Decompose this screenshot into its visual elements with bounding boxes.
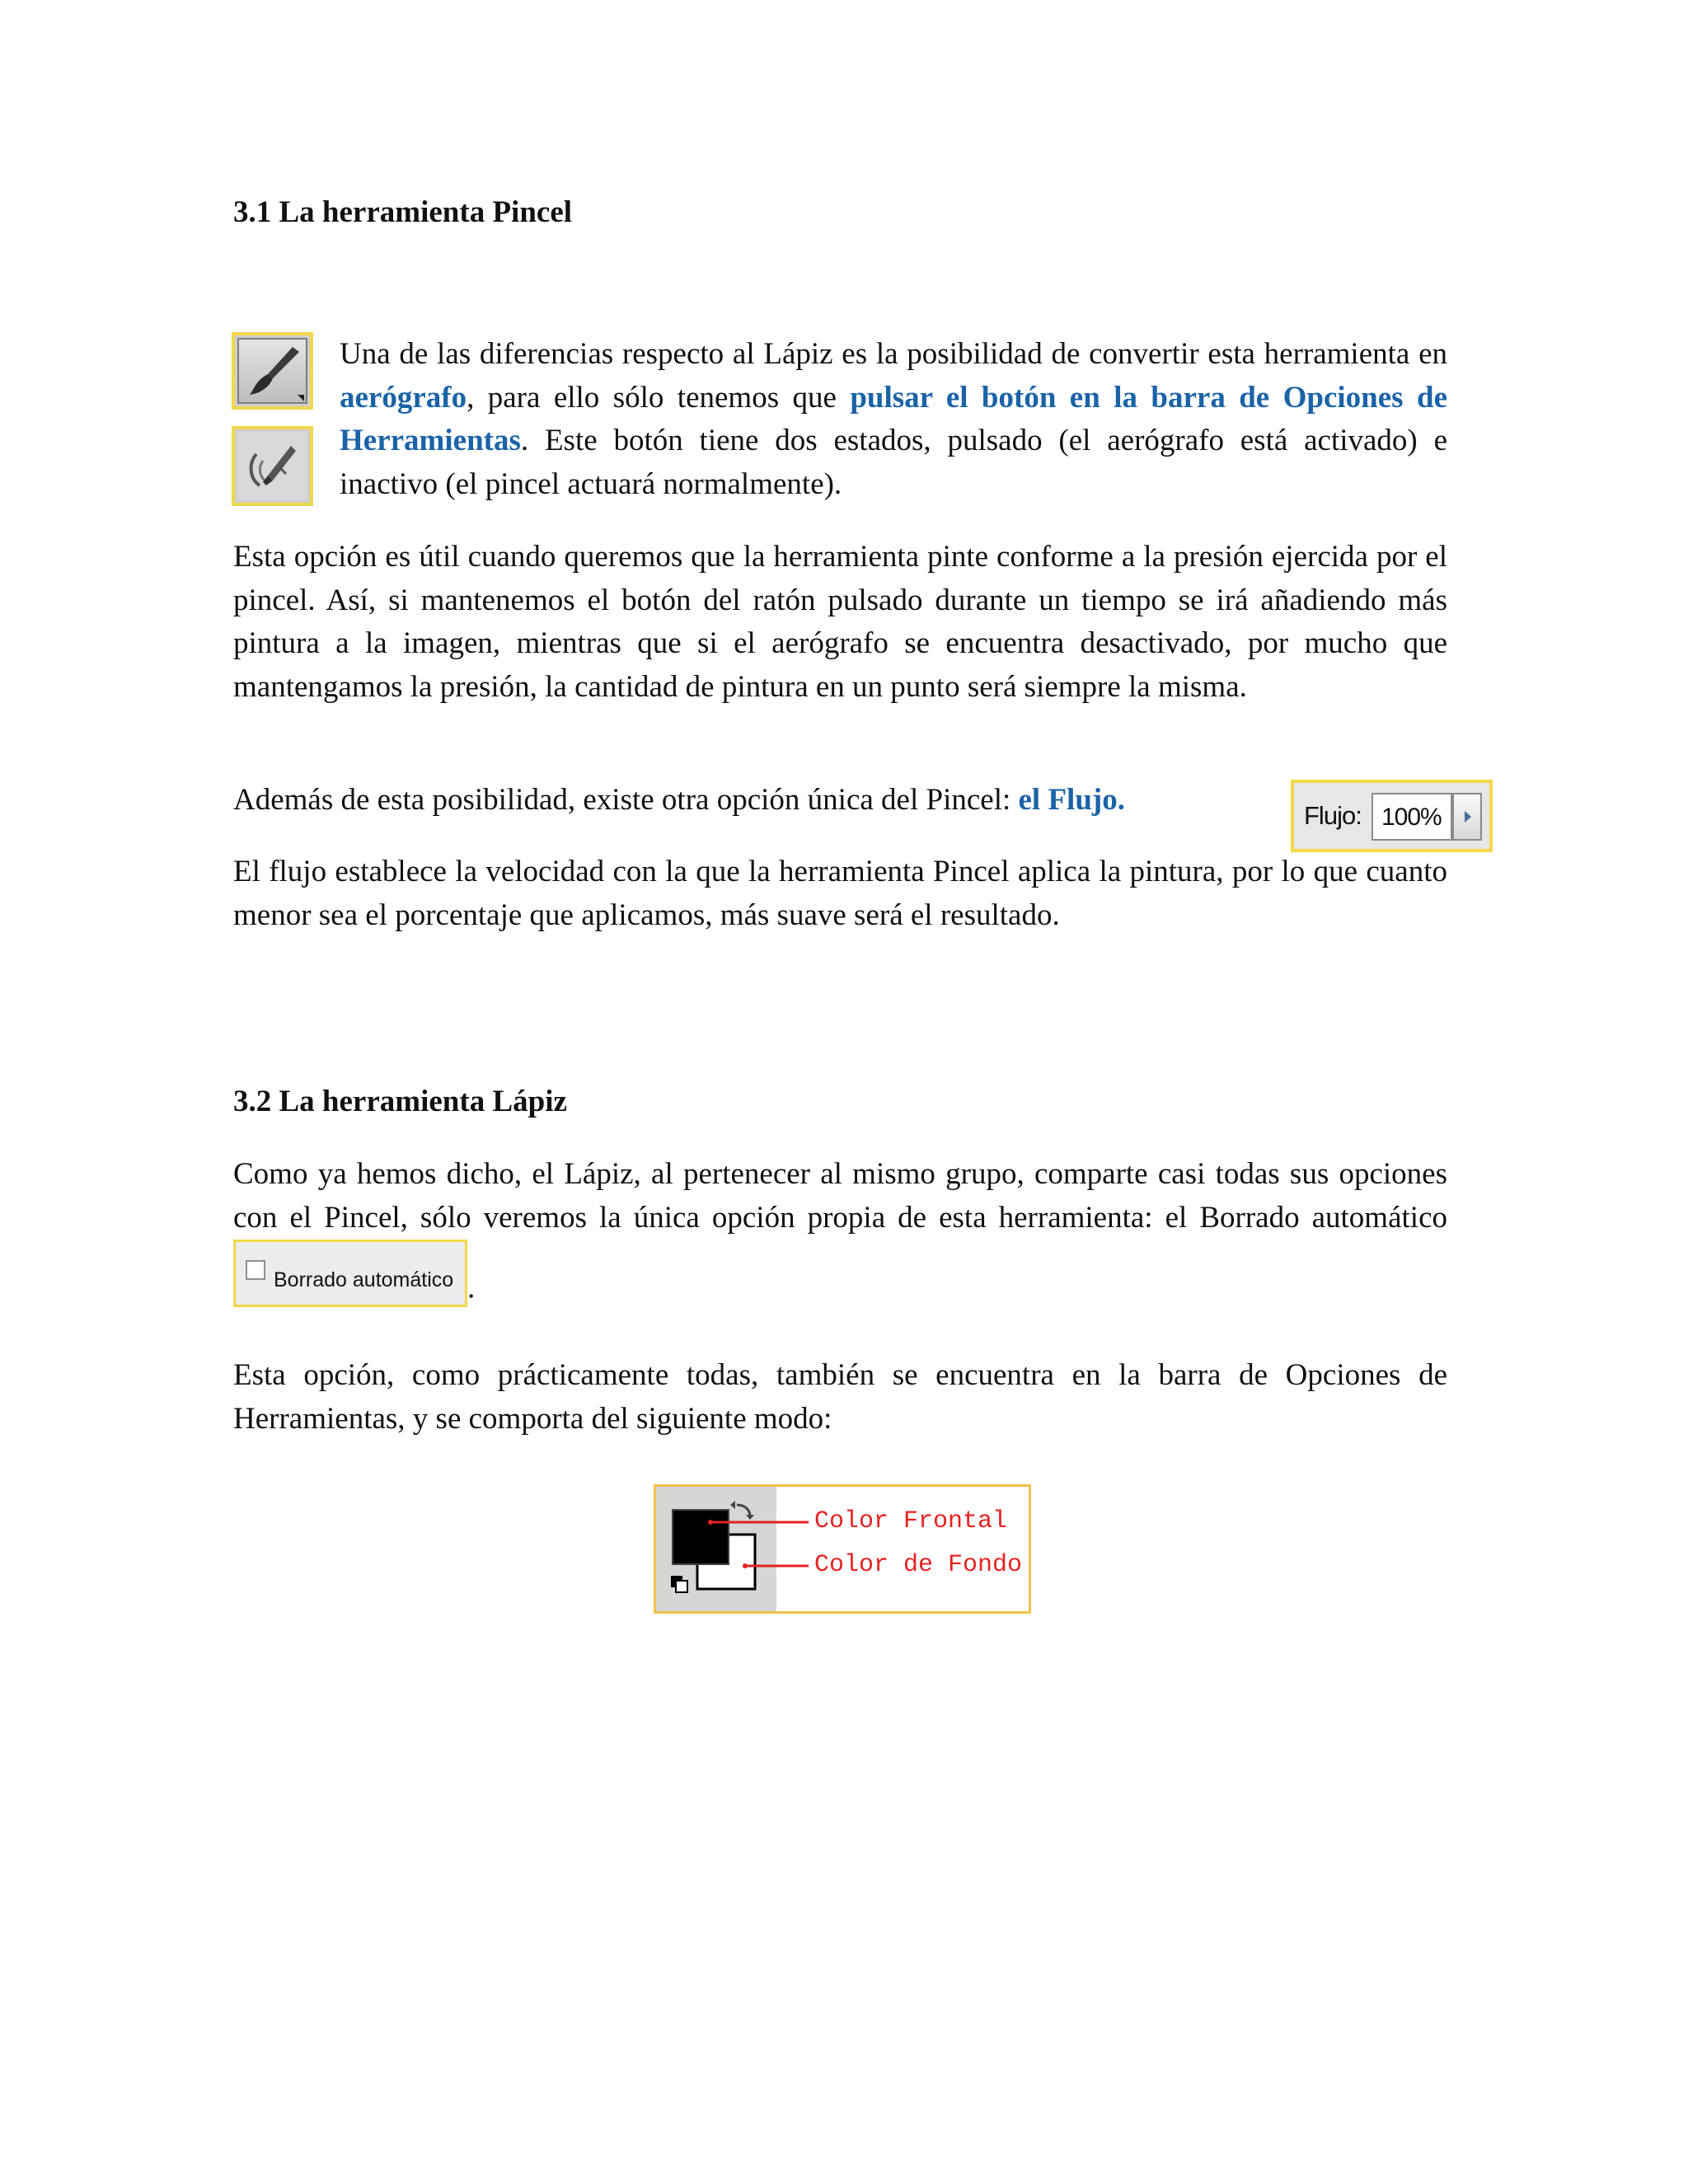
airbrush-icon[interactable] (232, 426, 313, 506)
section-heading-pincel: 3.1 La herramienta Pincel (233, 195, 573, 229)
flujo-widget (1291, 780, 1493, 852)
intro-text-2: , para ello sólo tenemos que (467, 380, 851, 415)
flujo-label: Flujo: (1304, 801, 1362, 830)
borrado-text: Como ya hemos dicho, el Lápiz, al pertenecer al mismo grupo, comparte casi todas sus opciones con el Pincel, sólo veremos la única opción propia de esta herramienta: el Borrado automático (233, 1157, 1447, 1235)
borrado-automatico-widget[interactable] (233, 1240, 467, 1307)
intro-text-3: . Este botón tiene dos estados, pulsado (el aerógrafo está activado) e inactivo (el pincel actuará normalmente). (340, 424, 1447, 501)
foreground-color-swatch (673, 1510, 729, 1564)
paragraph-flujo: El flujo establece la velocidad con la que la herramienta Pincel aplica la pintura, por lo que cuanto menor sea el porcentaje que aplicamos, más suave será el resultado. (233, 855, 1447, 932)
paragraph-flujo-intro (233, 779, 1272, 823)
swap-colors-icon (737, 1505, 750, 1516)
flujo-input[interactable] (1372, 793, 1452, 841)
highlight-aerografo: aerógrafo (340, 380, 467, 415)
paragraph-borrado (233, 1153, 1447, 1310)
color-swatch-figure (654, 1484, 1031, 1614)
section-heading-lapiz: 3.2 La herramienta Lápiz (233, 1085, 567, 1118)
paragraph-opciones: Esta opción, como prácticamente todas, también se encuentra en la barra de Opciones de Herramientas, y se comporta del siguiente modo: (233, 1358, 1447, 1436)
brush-icon[interactable] (232, 332, 313, 410)
intro-paragraph (340, 333, 1447, 506)
color-frontal-label: Color Frontal (814, 1507, 1008, 1535)
flujo-intro-text: Además de esta posibilidad, existe otra opción única del Pincel: (233, 783, 1019, 817)
borrado-checkbox[interactable] (246, 1260, 265, 1280)
highlight-flujo: el Flujo. (1018, 783, 1125, 817)
flujo-value: 100% (1381, 804, 1442, 831)
color-fondo-label: Color de Fondo (814, 1551, 1023, 1579)
intro-text-1: Una de las diferencias respecto al Lápiz es la posibilidad de convertir esta herramienta en (340, 337, 1447, 371)
borrado-label: Borrado automático (274, 1268, 454, 1291)
paragraph-presion: Esta opción es útil cuando queremos que la herramienta pinte conforme a la presión ejercida por el pincel. Así, si mantenemos el botón del ratón pulsado durante un tiempo se irá añadiendo más pintura a la imagen, mientras que si el aerógrafo se encuentra desactivado, por mucho que mantengamos la presión, la cantidad de pintura en un punto será siempre la misma. (233, 540, 1447, 704)
flujo-slider-arrow-icon[interactable] (1452, 793, 1482, 841)
borrado-period: . (467, 1271, 476, 1305)
highlight-pulsar-boton: pulsar el botón en la barra de Opciones de Herramientas (340, 380, 1447, 457)
